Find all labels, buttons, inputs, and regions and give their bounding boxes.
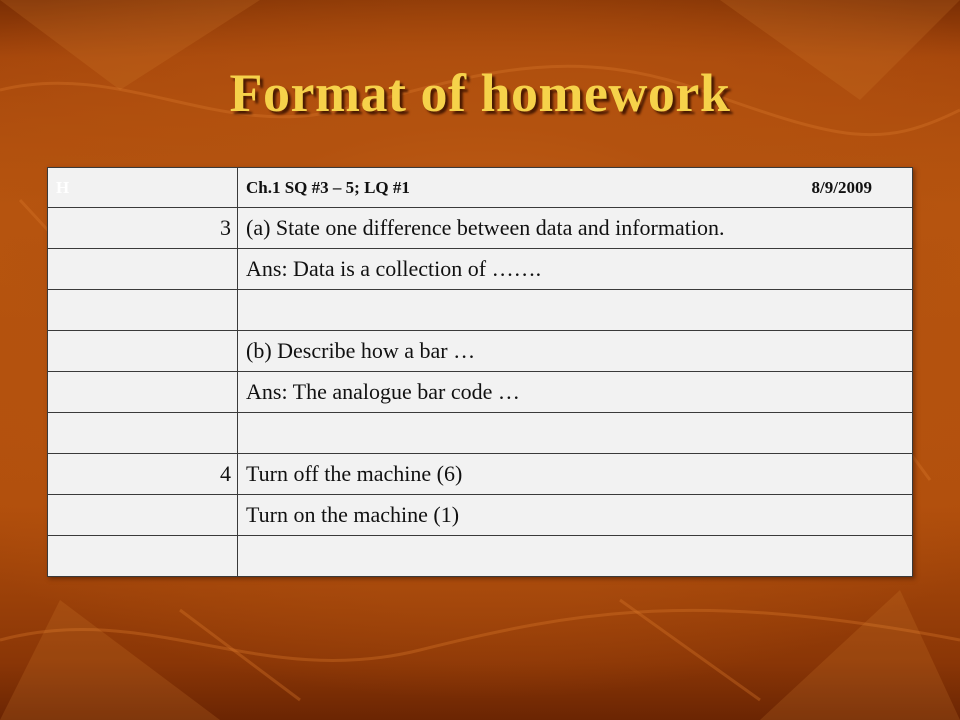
question-number-cell	[48, 249, 238, 290]
answer-text-cell: Ans: Data is a collection of …….	[238, 249, 913, 290]
question-number-cell	[48, 331, 238, 372]
table-row	[48, 454, 913, 495]
chapter-label: Ch.1 SQ #3 – 5; LQ #1	[246, 177, 410, 197]
header-cell-info	[238, 168, 913, 208]
answer-text-cell	[238, 290, 913, 331]
slide-title: Format of homework	[229, 63, 731, 123]
question-number-cell	[48, 536, 238, 577]
table-row	[48, 372, 913, 413]
table-row	[48, 331, 913, 372]
table-row	[48, 290, 913, 331]
question-number-cell	[48, 372, 238, 413]
answer-text-cell: (b) Describe how a bar …	[238, 331, 913, 372]
question-number-cell	[48, 290, 238, 331]
answer-text-cell: (a) State one difference between data and information.	[238, 208, 913, 249]
table-row	[48, 495, 913, 536]
table-row	[48, 413, 913, 454]
question-number-cell	[48, 495, 238, 536]
table-row	[48, 208, 913, 249]
header-cell-h: H	[48, 168, 238, 208]
question-number-cell: 3	[48, 208, 238, 249]
answer-text-cell: Turn off the machine (6)	[238, 454, 913, 495]
question-number-cell	[48, 413, 238, 454]
date-label: 8/9/2009	[811, 177, 872, 197]
answer-text-cell: Turn on the machine (1)	[238, 495, 913, 536]
table-header-row	[48, 168, 913, 208]
answer-text-cell	[238, 413, 913, 454]
table-row	[48, 249, 913, 290]
question-number-cell: 4	[48, 454, 238, 495]
homework-table	[47, 167, 913, 577]
answer-text-cell	[238, 536, 913, 577]
table-row	[48, 536, 913, 577]
answer-text-cell: Ans: The analogue bar code …	[238, 372, 913, 413]
